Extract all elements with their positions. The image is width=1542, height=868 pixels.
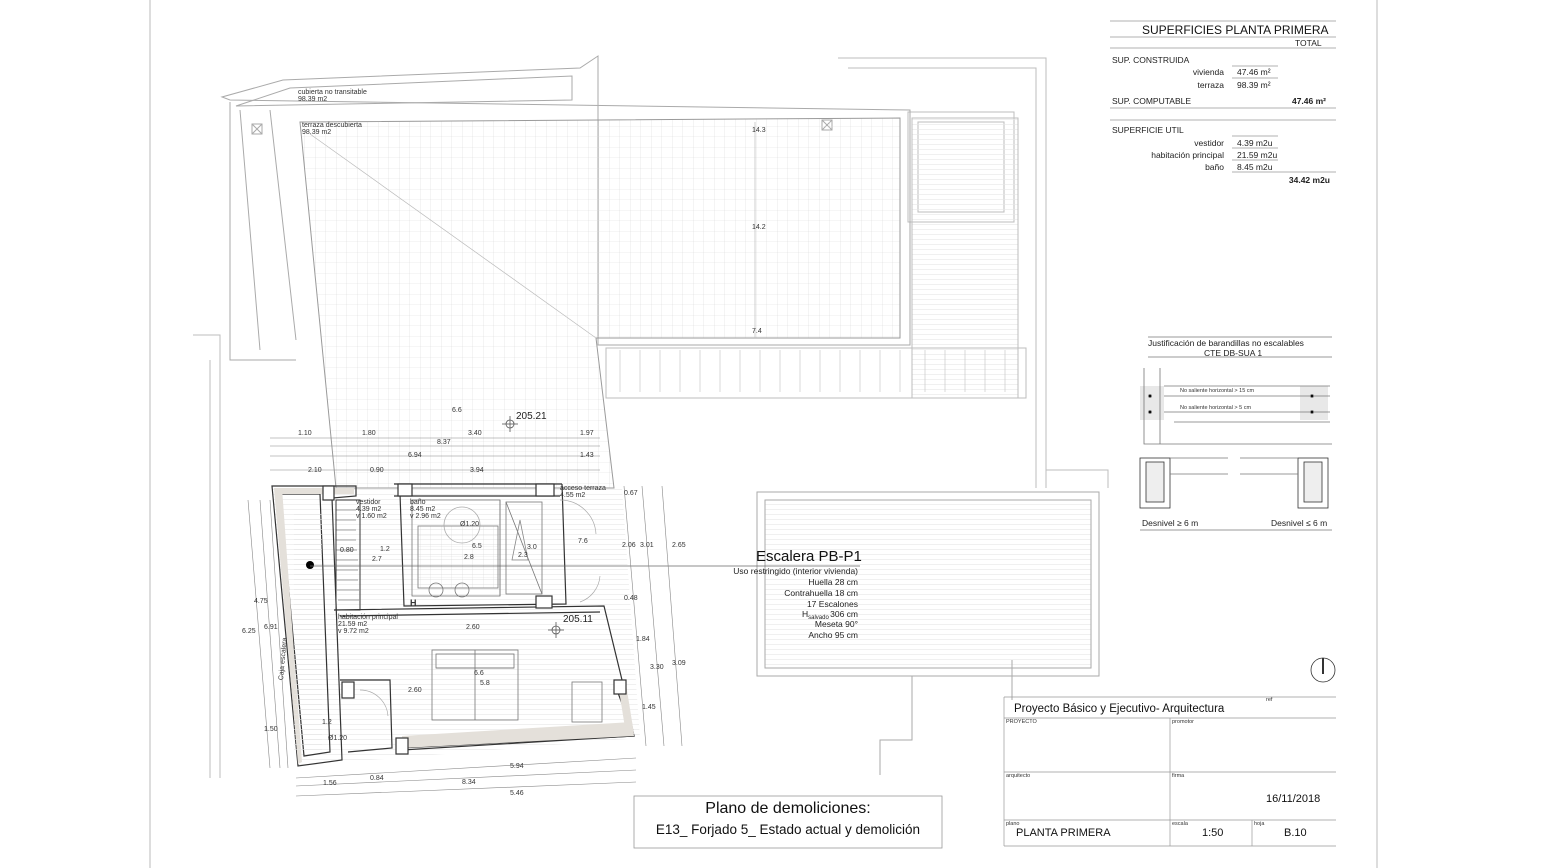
useful-row-value: 21.59 m2u (1237, 150, 1278, 160)
dim-text: 1.80 (362, 430, 376, 437)
constructed-label: SUP. CONSTRUIDA (1112, 55, 1190, 65)
dim-text: 6.91 (264, 624, 278, 631)
room-area-acceso: 4.55 m2 (560, 492, 586, 499)
room-name-terraza: terraza descubierta (302, 122, 362, 129)
dim-text: 1.56 (323, 780, 337, 787)
room-name-cubierta: cubierta no transitable (298, 89, 367, 96)
dim-text: 2.60 (466, 624, 480, 631)
dim-text: 3.30 (650, 664, 664, 671)
surfaces-total-header: TOTAL (1295, 38, 1322, 48)
useful-row-label: baño (1205, 162, 1224, 172)
dim-text: 2.06 (622, 542, 636, 549)
dim-text: 5.46 (510, 790, 524, 797)
arquitecto-label: arquitecto (1006, 773, 1031, 779)
dim-text: 3.40 (468, 430, 482, 437)
useful-total: 34.42 m2u (1288, 175, 1330, 185)
room-v-vestidor: v 1.60 m2 (356, 513, 387, 520)
stair-line: 306 cm (830, 609, 858, 619)
dim-text: 1.45 (642, 704, 656, 711)
dim-text: 6.6 (474, 670, 484, 677)
ref-label: ref (1266, 697, 1273, 703)
dim-text: 5.8 (480, 680, 490, 687)
dim-text: 0.48 (624, 595, 638, 602)
room-area-bano: 8.45 m2 (410, 506, 436, 513)
railing-caption-left: Desnivel ≥ 6 m (1142, 518, 1199, 528)
dim-text: 1.10 (298, 430, 312, 437)
caja-escalera-hatch (294, 510, 322, 750)
bathroom-h-mark: H (410, 598, 417, 608)
railing-note-1: No saliente horizontal > 15 cm (1180, 388, 1255, 394)
room-v-bano: v 2.96 m2 (410, 513, 441, 520)
useful-row-label: vestidor (1194, 138, 1224, 148)
drawing-date: 16/11/2018 (1266, 793, 1321, 805)
dim-text: 1.2 (380, 546, 390, 553)
dim-text: 1.43 (580, 452, 594, 459)
railing-title: Justificación de barandillas no escalables (1148, 338, 1304, 348)
dim-text: 3.0 (527, 544, 537, 551)
dim-text: 2.7 (372, 556, 382, 563)
useful-label: SUPERFICIE UTIL (1112, 125, 1184, 135)
dim-text: 3.01 (640, 542, 654, 549)
dim-text: 1.50 (264, 726, 278, 733)
room-area-vestidor: 4.39 m2 (356, 506, 382, 513)
dim-text: 1.97 (580, 430, 594, 437)
main-title-line2: E13_ Forjado 5_ Estado actual y demolición (655, 822, 921, 837)
dim-text: 2.10 (308, 467, 322, 474)
room-v-habitacion: v 9.72 m2 (338, 628, 369, 635)
constructed-row-value: 98.39 m² (1237, 80, 1271, 90)
room-area-habitacion: 21.59 m2 (338, 621, 368, 628)
dim-text: 8.37 (437, 439, 451, 446)
level-upper: 205.21 (516, 411, 547, 422)
stair-start-dot (306, 561, 314, 569)
project-name: Proyecto Básico y Ejecutivo- Arquitectura (1014, 703, 1225, 715)
level-lower: 205.11 (563, 614, 593, 625)
hoja-value: B.10 (1284, 827, 1307, 839)
room-name-bano: baño (410, 499, 426, 506)
dim-text: 6.94 (408, 452, 422, 459)
dim-text: Ø1.20 (328, 735, 348, 742)
dim-text: 14.3 (752, 127, 766, 134)
plano-value: PLANTA PRIMERA (1016, 827, 1111, 839)
dim-text: 7.4 (752, 328, 762, 335)
computable-label: SUP. COMPUTABLE (1112, 96, 1192, 106)
north-arrow (1311, 658, 1335, 682)
dim-text: 2.65 (672, 542, 686, 549)
stair-title: Escalera PB-P1 (756, 548, 862, 565)
dim-text: 6.25 (242, 628, 256, 635)
room-name-acceso: acceso terraza (560, 485, 606, 492)
dim-text: 8.34 (462, 779, 476, 786)
dim-text: 2.60 (408, 687, 422, 694)
room-name-habitacion: habitación principal (338, 614, 398, 621)
promotor-label: promotor (1172, 719, 1195, 725)
useful-row-value: 8.45 m2u (1237, 162, 1273, 172)
dim-text: 4.75 (254, 598, 268, 605)
dim-text: 3.94 (470, 467, 484, 474)
proyecto-label: PROYECTO (1006, 719, 1037, 725)
computable-value: 47.46 m² (1291, 96, 1326, 106)
stair-line: Meseta 90° (814, 619, 858, 629)
room-area-cubierta: 98.39 m2 (298, 96, 328, 103)
dim-text: 2.8 (464, 554, 474, 561)
room-name-vestidor: vestidor (356, 499, 381, 506)
stair-line: Huella 28 cm (808, 577, 858, 587)
dim-text: 7.6 (578, 538, 588, 545)
railing-detail-drawing (1140, 337, 1332, 530)
railing-caption-right: Desnivel ≤ 6 m (1271, 518, 1328, 528)
dim-text: 0.67 (624, 490, 638, 497)
useful-row-label: habitación principal (1151, 150, 1224, 160)
railing-note-2: No saliente horizontal > 5 cm (1180, 405, 1252, 411)
dim-text: 0.84 (370, 775, 384, 782)
escala-value: 1:50 (1202, 827, 1224, 839)
dim-text: 1.84 (636, 636, 650, 643)
stair-line: Contrahuella 18 cm (784, 588, 858, 598)
constructed-row-label: vivienda (1192, 67, 1224, 77)
dim-text: 3.09 (672, 660, 686, 667)
stair-h-prefix: $H_{salvado}$ (802, 609, 829, 621)
dim-text: 6.6 (452, 407, 462, 414)
useful-row-value: 4.39 m2u (1237, 138, 1273, 148)
stair-line: Ancho 95 cm (808, 630, 858, 640)
dim-text: 2.3 (518, 552, 528, 559)
firma-label: firma (1172, 773, 1185, 779)
dim-text: 0.90 (370, 467, 384, 474)
room-area-terraza: 98.39 m2 (302, 129, 332, 136)
dim-text: 6.5 (472, 543, 482, 550)
constructed-row-label: terraza (1197, 80, 1224, 90)
dim-text: Ø1.20 (460, 521, 480, 528)
escala-label: escala (1172, 821, 1188, 827)
stair-line: 17 Escalones (806, 599, 858, 609)
dim-text: 5.94 (510, 763, 524, 770)
title-block-lines (1004, 697, 1336, 846)
plano-label: plano (1006, 821, 1020, 827)
terrace-floor (300, 118, 900, 488)
room-name-caja: Caja escalera (278, 637, 289, 681)
dim-text: 14.2 (752, 224, 766, 231)
surfaces-title: SUPERFICIES PLANTA PRIMERA (1142, 23, 1329, 37)
hoja-label: hoja (1254, 821, 1265, 827)
main-title-line1: Plano de demoliciones: (705, 800, 871, 817)
dim-text: 1.2 (322, 719, 332, 726)
stair-line: Uso restringido (interior vivienda) (733, 566, 858, 576)
constructed-row-value: 47.46 m² (1237, 67, 1271, 77)
railing-subtitle: CTE DB-SUA 1 (1204, 348, 1263, 358)
dim-text: 0.80 (340, 547, 354, 554)
